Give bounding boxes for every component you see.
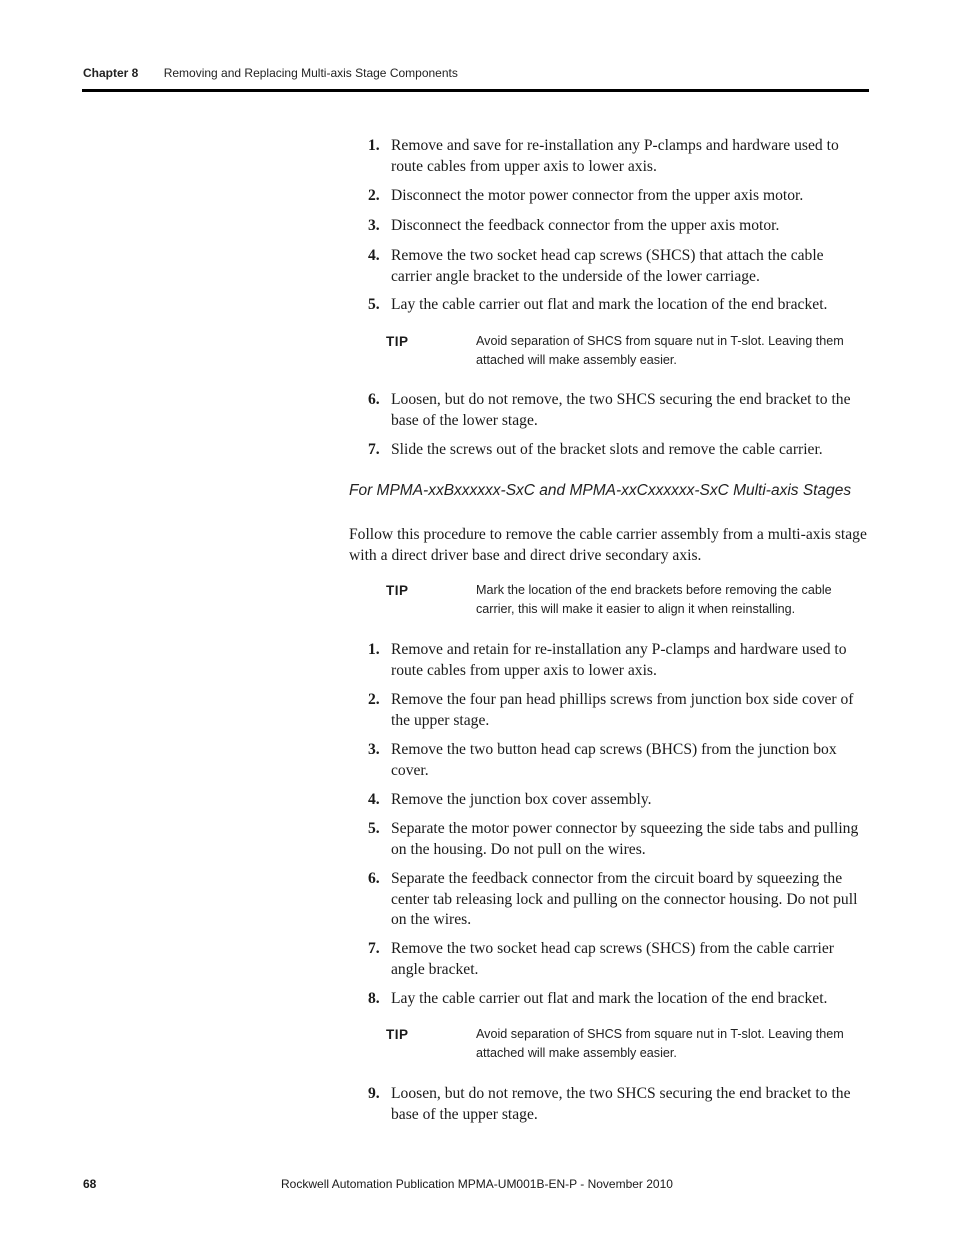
tip-text: Avoid separation of SHCS from square nut in T-slot. Leaving them attached will make assembly easier. — [476, 1027, 844, 1060]
step-6 — [368, 390, 868, 431]
step-number: 2. — [368, 187, 380, 204]
step-text: Lay the cable carrier out flat and mark the location of the end bracket. — [391, 990, 828, 1007]
step-number: 7. — [368, 441, 380, 458]
publication-footer — [0, 1177, 954, 1191]
step-3 — [368, 216, 868, 237]
step-text: Disconnect the motor power connector from the upper axis motor. — [391, 187, 804, 204]
chapter-title: Removing and Replacing Multi-axis Stage Components — [163, 66, 458, 80]
step-5 — [368, 295, 868, 316]
step-9 — [368, 1084, 868, 1125]
tip-label: TIP — [386, 1027, 409, 1042]
step-number: 8. — [368, 990, 380, 1007]
step-1 — [368, 640, 868, 681]
step-text: Loosen, but do not remove, the two SHCS securing the end bracket to the base of the upper stage. — [391, 1085, 851, 1123]
step-number: 9. — [368, 1085, 380, 1102]
step-2 — [368, 690, 868, 731]
step-number: 1. — [368, 641, 380, 658]
tip-text: Avoid separation of SHCS from square nut in T-slot. Leaving them attached will make assembly easier. — [476, 334, 844, 367]
step-text: Remove the two button head cap screws (BHCS) from the junction box cover. — [391, 741, 837, 779]
step-3 — [368, 740, 868, 781]
step-text: Separate the feedback connector from the circuit board by squeezing the center tab releasing lock and pulling on the connector housing. Do not pull on the wires. — [391, 870, 858, 928]
tip-label: TIP — [386, 583, 409, 598]
step-text: Remove the two socket head cap screws (SHCS) from the cable carrier angle bracket. — [391, 940, 834, 978]
intro-paragraph: Follow this procedure to remove the cable carrier assembly from a multi-axis stage with a direct driver base and direct drive secondary axis. — [349, 526, 867, 564]
step-text: Lay the cable carrier out flat and mark the location of the end bracket. — [391, 296, 828, 313]
step-text: Disconnect the feedback connector from the upper axis motor. — [391, 217, 780, 234]
step-number: 5. — [368, 296, 380, 313]
step-8 — [368, 989, 868, 1010]
step-number: 4. — [368, 791, 380, 808]
step-number: 1. — [368, 137, 380, 154]
step-text: Slide the screws out of the bracket slots and remove the cable carrier. — [391, 441, 823, 458]
step-1 — [368, 136, 868, 177]
step-number: 7. — [368, 940, 380, 957]
step-number: 6. — [368, 391, 380, 408]
step-text: Remove the junction box cover assembly. — [391, 791, 652, 808]
step-number: 2. — [368, 691, 380, 708]
tip-label: TIP — [386, 334, 409, 349]
step-text: Remove and save for re-installation any P-clamps and hardware used to route cables from upper axis to lower axis. — [391, 137, 839, 175]
step-5 — [368, 819, 868, 860]
step-7 — [368, 440, 868, 461]
step-number: 3. — [368, 741, 380, 758]
step-text: Loosen, but do not remove, the two SHCS securing the end bracket to the base of the lower stage. — [391, 391, 851, 429]
running-header — [83, 66, 458, 80]
step-text: Remove the four pan head phillips screws from junction box side cover of the upper stage. — [391, 691, 854, 729]
chapter-label: Chapter 8 — [83, 66, 139, 80]
page-number: 68 — [83, 1177, 97, 1191]
step-number: 6. — [368, 870, 380, 887]
step-number: 4. — [368, 247, 380, 264]
step-number: 5. — [368, 820, 380, 837]
step-6 — [368, 869, 868, 931]
step-2 — [368, 186, 868, 207]
step-7 — [368, 939, 868, 980]
step-text: Separate the motor power connector by squeezing the side tabs and pulling on the housing. Do not pull on the wires. — [391, 820, 859, 858]
section-heading: For MPMA-xxBxxxxxx-SxC and MPMA-xxCxxxxxx-SxC Multi-axis Stages — [349, 482, 852, 499]
step-number: 3. — [368, 217, 380, 234]
header-rule — [82, 89, 869, 92]
step-text: Remove and retain for re-installation any P-clamps and hardware used to route cables from upper axis to lower axis. — [391, 641, 847, 679]
step-4 — [368, 790, 868, 811]
publication-text: Rockwell Automation Publication MPMA-UM001B-EN-P - November 2010 — [281, 1177, 673, 1191]
step-text: Remove the two socket head cap screws (SHCS) that attach the cable carrier angle bracket to the underside of the lower carriage. — [391, 247, 824, 285]
tip-text: Mark the location of the end brackets before removing the cable carrier, this will make it easier to align it when reinstalling. — [476, 583, 832, 616]
step-4 — [368, 246, 868, 287]
